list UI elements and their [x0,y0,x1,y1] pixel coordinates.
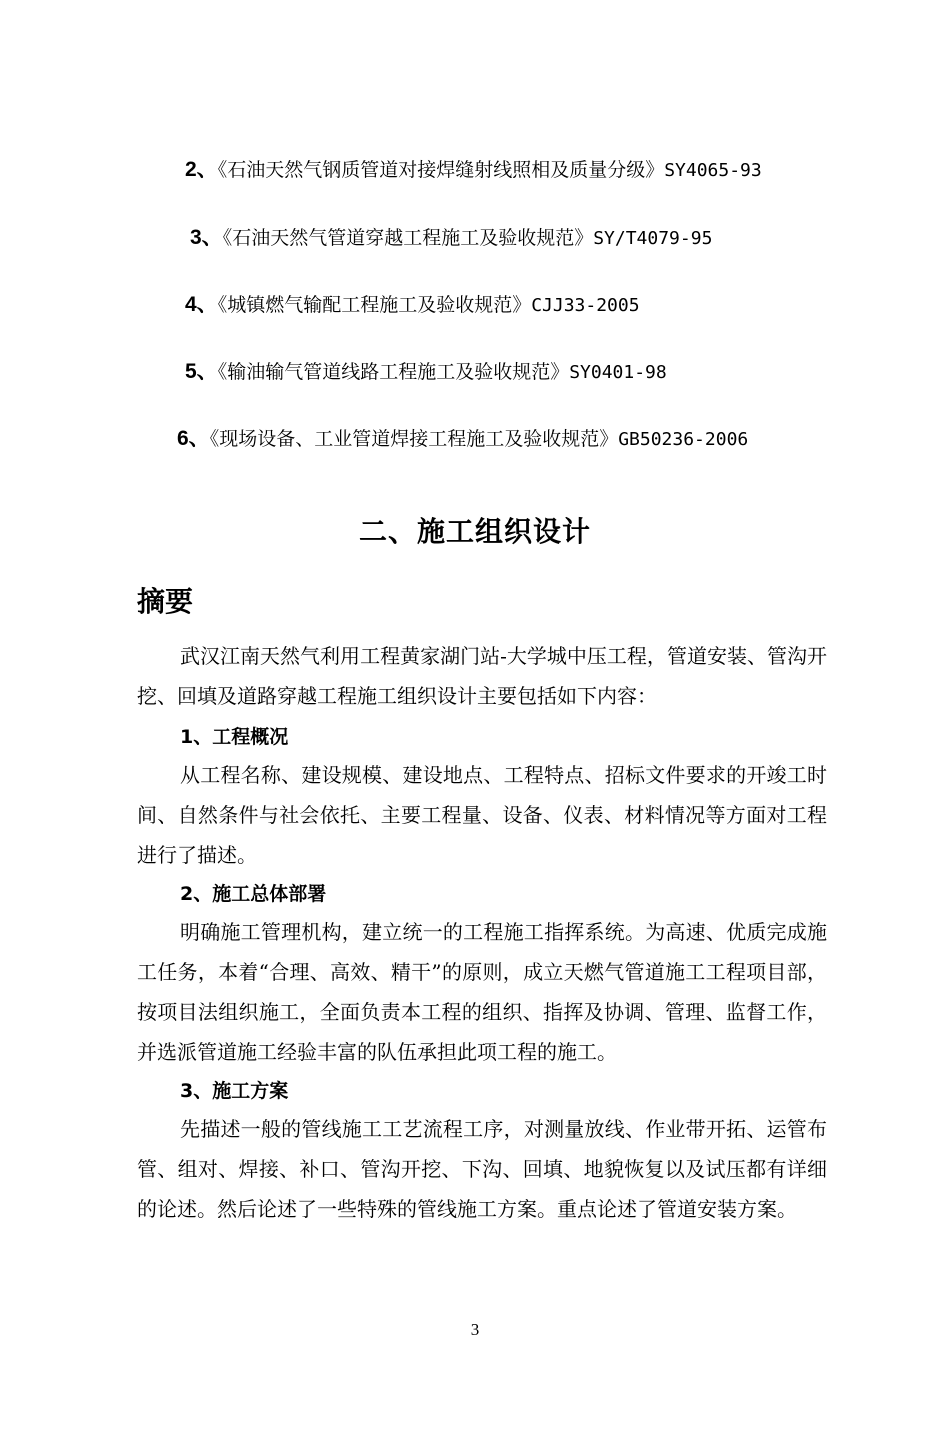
abstract-heading: 摘要 [137,585,194,618]
page-number: 3 [470,1320,480,1339]
reference-title: 《输油输气管道线路工程施工及验收规范》 [217,361,570,383]
reference-item-5 [185,359,667,386]
section-title: 二、施工组织设计 [358,515,591,548]
reference-title: 《城镇燃气输配工程施工及验收规范》 [217,294,532,316]
item-text-overview: 从工程名称、建设规模、建设地点、工程特点、招标文件要求的开竣工时间、自然条件与社会依托、主要工程量、设备、仪表、材料情况等方面对工程进行了描述。 [137,763,827,867]
reference-item-2 [185,157,762,184]
reference-code: CJJ33-2005 [531,295,640,316]
reference-code: SY4065-93 [664,160,762,181]
reference-number: 6、 [177,427,210,450]
item-text-deployment: 明确施工管理机构，建立统一的工程施工指挥系统。为高速、优质完成施工任务，本着“合理、高效、精干”的原则，成立天燃气管道施工工程项目部，按项目法组织施工，全面负责本工程的组织、指挥及协调、管理、监督工作，并选派管道施工经验丰富的队伍承担此项工程的施工。 [137,920,827,1064]
reference-code: SY/T4079-95 [593,228,713,249]
item-heading-overview: 1、工程概况 [180,726,289,748]
item-heading-deployment: 2、施工总体部署 [180,883,327,905]
reference-title: 《石油天然气管道穿越工程施工及验收规范》 [222,227,594,249]
reference-number: 2、 [185,158,218,181]
reference-number: 5、 [185,360,218,383]
reference-code: GB50236-2006 [618,429,749,450]
reference-number: 4、 [185,293,218,316]
reference-item-3 [190,225,712,252]
reference-code: SY0401-98 [569,362,667,383]
abstract-intro: 武汉江南天然气利用工程黄家湖门站-大学城中压工程，管道安装、管沟开挖、回填及道路穿越工程施工组织设计主要包括如下内容： [137,644,827,708]
reference-title: 《石油天然气钢质管道对接焊缝射线照相及质量分级》 [217,159,665,181]
item-heading-plan: 3、施工方案 [180,1080,289,1102]
item-text-plan: 先描述一般的管线施工工艺流程工序，对测量放线、作业带开拓、运管布管、组对、焊接、补口、管沟开挖、下沟、回填、地貌恢复以及试压都有详细的论述。然后论述了一些特殊的管线施工方案。重点论述了管道安装方案。 [137,1117,827,1221]
reference-item-6 [177,426,748,453]
reference-title: 《现场设备、工业管道焊接工程施工及验收规范》 [209,428,619,450]
reference-number: 3、 [190,226,223,249]
reference-item-4 [185,292,640,319]
